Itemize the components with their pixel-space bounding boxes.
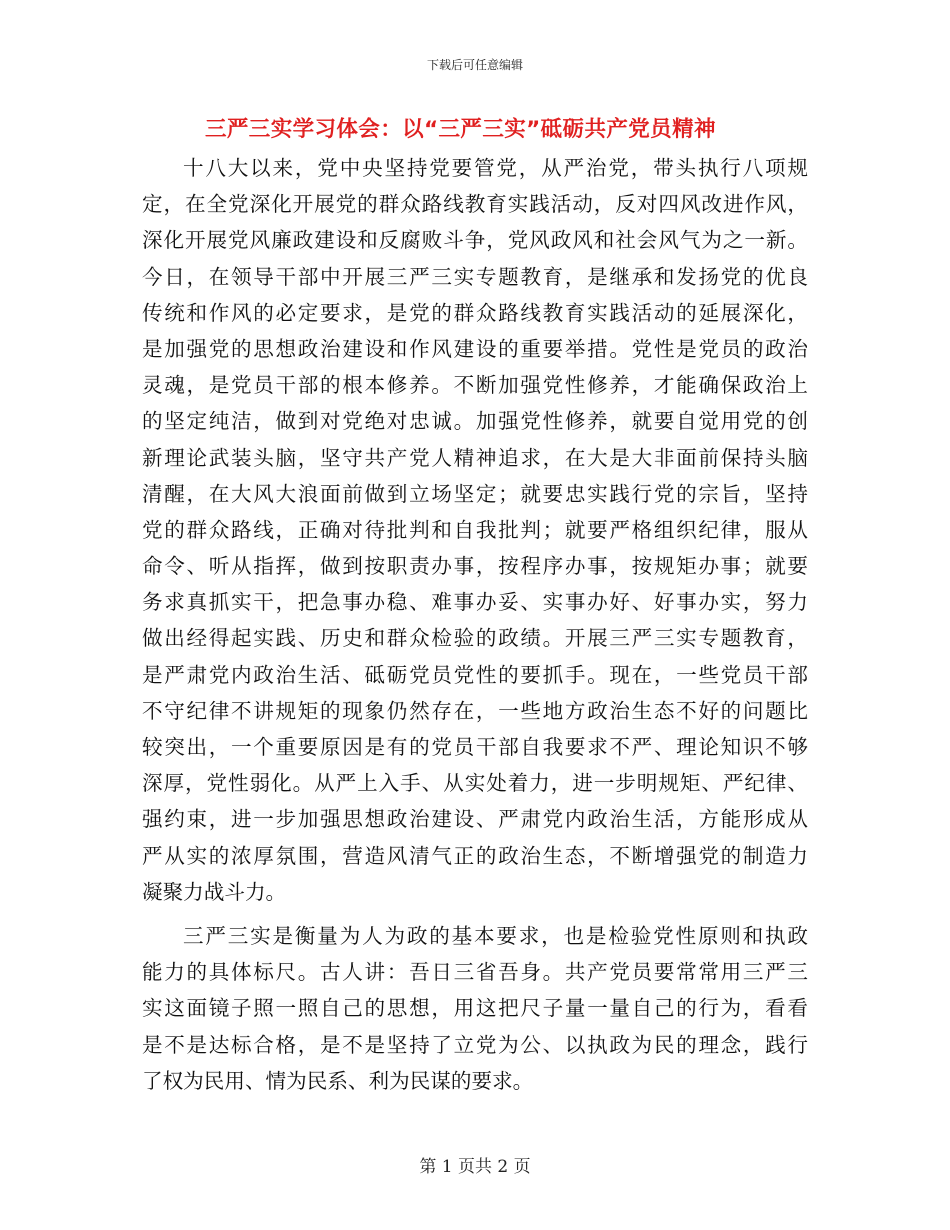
paragraph-line: 是严肃党内政治生活、砥砺党员党性的要抓手。现在，一些党员干部 — [142, 662, 808, 687]
paragraph-line: 新理论武装头脑，坚守共产党人精神追求，在大是大非面前保持头脑 — [142, 445, 808, 470]
paragraph-line: 凝聚力战斗力。 — [142, 879, 287, 904]
paragraph-line: 定，在全党深化开展党的群众路线教育实践活动，反对四风改进作风， — [142, 192, 808, 217]
paragraph-line: 传统和作风的必定要求，是党的群众路线教育实践活动的延展深化， — [142, 300, 808, 325]
paragraph-line: 能力的具体标尺。古人讲：吾日三省吾身。共产党员要常常用三严三 — [142, 960, 808, 985]
paragraph-line: 做出经得起实践、历史和群众检验的政绩。开展三严三实专题教育， — [142, 626, 808, 651]
paragraph-line: 务求真抓实干，把急事办稳、难事办妥、实事办好、好事办实，努力 — [142, 590, 808, 615]
paragraph-line: 实这面镜子照一照自己的思想，用这把尺子量一量自己的行为，看看 — [142, 996, 808, 1021]
paragraph-line: 是不是达标合格，是不是坚持了立党为公、以执政为民的理念，践行 — [142, 1032, 808, 1057]
paragraph-line: 十八大以来，党中央坚持党要管党，从严治党，带头执行八项规 — [183, 156, 808, 180]
paragraph-line: 的坚定纯洁，做到对党绝对忠诚。加强党性修养，就要自觉用党的创 — [142, 409, 808, 434]
paragraph-line: 是加强党的思想政治建设和作风建设的重要举措。党性是党员的政治 — [142, 336, 808, 361]
paragraph-line: 灵魂，是党员干部的根本修养。不断加强党性修养，才能确保政治上 — [142, 373, 808, 398]
paragraph-line: 强约束，进一步加强思想政治建设、严肃党内政治生活，方能形成从 — [142, 807, 808, 832]
paragraph-line: 三严三实是衡量为人为政的基本要求，也是检验党性原则和执政 — [183, 923, 808, 948]
header-note: 下载后可任意编辑 — [426, 58, 523, 72]
paragraph-line: 较突出，一个重要原因是有的党员干部自我要求不严、理论知识不够 — [142, 735, 808, 759]
paragraph-line: 了权为民用、情为民系、利为民谋的要求。 — [142, 1068, 534, 1093]
document-body — [142, 150, 808, 1099]
paragraph-line: 党的群众路线，正确对待批判和自我批判；就要严格组织纪律，服从 — [142, 517, 808, 542]
page-number-footer: 第 1 页共 2 页 — [419, 1157, 531, 1177]
document-title: 三严三实学习体会：以“三严三实”砥砺共产党员精神 — [205, 117, 716, 142]
paragraph-line: 深化开展党风廉政建设和反腐败斗争，党风政风和社会风气为之一新。 — [142, 228, 808, 253]
paragraph-line: 严从实的浓厚氛围，营造风清气正的政治生态，不断增强党的制造力 — [142, 843, 808, 868]
paragraph-line: 不守纪律不讲规矩的现象仍然存在，一些地方政治生态不好的问题比 — [142, 698, 808, 723]
paragraph-line: 今日，在领导干部中开展三严三实专题教育，是继承和发扬党的优良 — [142, 264, 808, 289]
paragraph-line: 清醒，在大风大浪面前做到立场坚定；就要忠实践行党的宗旨，坚持 — [142, 481, 808, 506]
paragraph-line: 命令、听从指挥，做到按职责办事，按程序办事，按规矩办事；就要 — [142, 554, 808, 579]
paragraph-line: 深厚，党性弱化。从严上入手、从实处着力，进一步明规矩、严纪律、 — [142, 771, 808, 796]
